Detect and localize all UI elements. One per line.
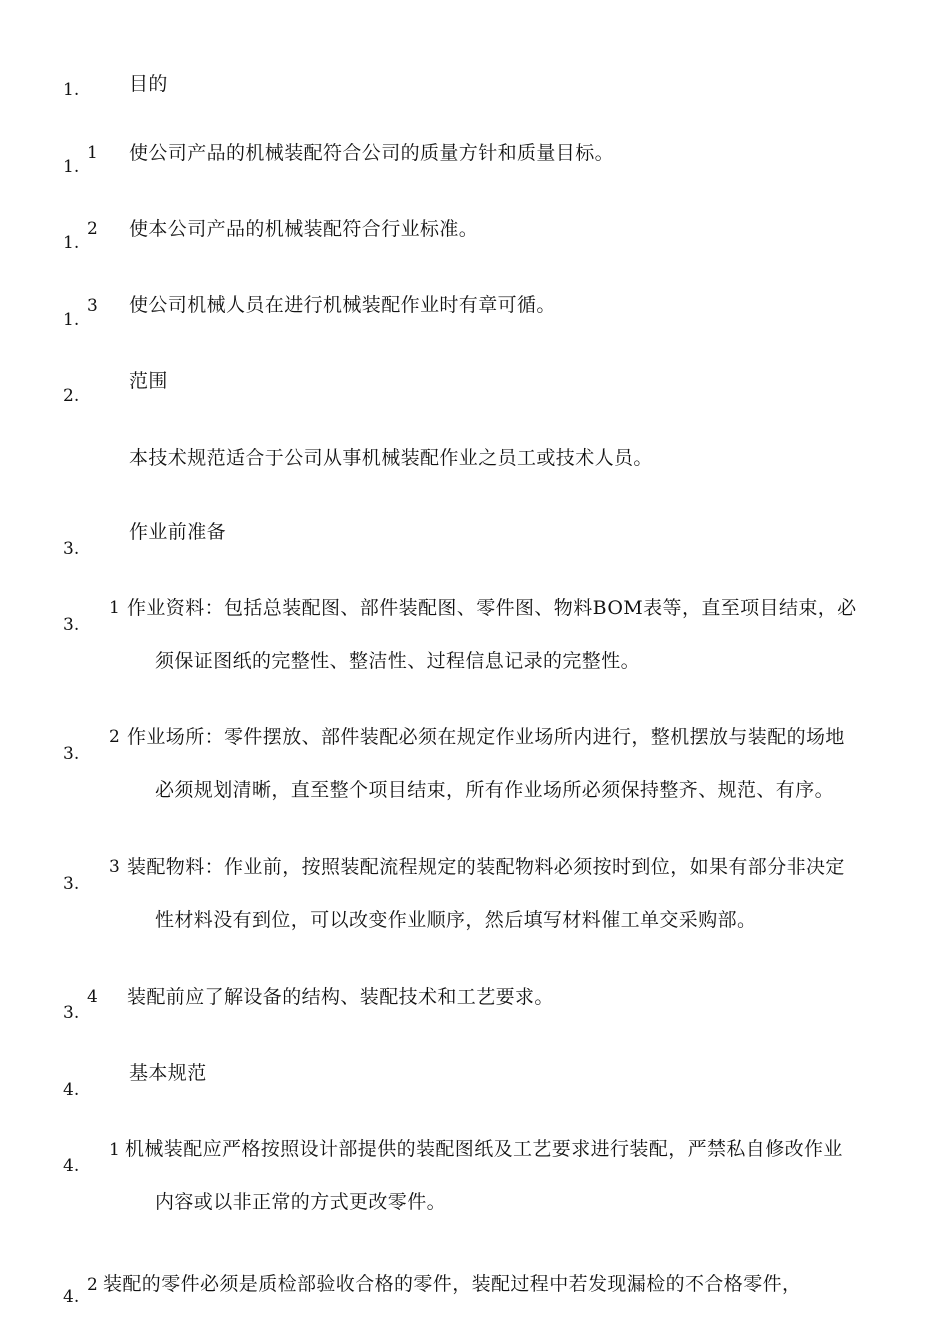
section-number: 4.	[63, 1156, 80, 1176]
section-number: 1.	[63, 310, 80, 330]
section-number: 4.	[63, 1287, 80, 1307]
subsection-number: 3	[109, 857, 120, 877]
subsection-number: 2	[87, 219, 98, 239]
paragraph: 作业场所：零件摆放、部件装配必须在规定作业场所内进行，整机摆放与装配的场地	[127, 726, 845, 748]
section-number: 3.	[63, 539, 80, 559]
paragraph-continuation: 内容或以非正常的方式更改零件。	[155, 1191, 447, 1213]
paragraph: 使本公司产品的机械装配符合行业标准。	[129, 218, 479, 240]
section-heading: 基本规范	[129, 1062, 207, 1084]
section-number: 1.	[63, 80, 80, 100]
subsection-number: 1	[87, 143, 98, 163]
subsection-number: 1	[109, 1140, 120, 1160]
section-number: 3.	[63, 615, 80, 635]
paragraph: 装配的零件必须是质检部验收合格的零件，装配过程中若发现漏检的不合格零件，	[103, 1273, 802, 1295]
section-number: 1.	[63, 233, 80, 253]
paragraph-continuation: 必须规划清晰，直至整个项目结束，所有作业场所必须保持整齐、规范、有序。	[155, 779, 835, 801]
section-number: 2.	[63, 386, 80, 406]
paragraph: 使公司产品的机械装配符合公司的质量方针和质量目标。	[129, 142, 615, 164]
paragraph: 装配物料：作业前，按照装配流程规定的装配物料必须按时到位，如果有部分非决定	[127, 856, 845, 878]
paragraph: 使公司机械人员在进行机械装配作业时有章可循。	[129, 294, 556, 316]
paragraph: 作业资料：包括总装配图、部件装配图、零件图、物料BOM表等，直至项目结束，必	[127, 597, 857, 619]
subsection-number: 3	[87, 296, 98, 316]
section-heading: 范围	[129, 370, 168, 392]
paragraph-continuation: 性材料没有到位，可以改变作业顺序，然后填写材料催工单交采购部。	[155, 909, 757, 931]
section-number: 3.	[63, 1003, 80, 1023]
subsection-number: 2	[87, 1275, 98, 1295]
section-number: 3.	[63, 874, 80, 894]
subsection-number: 2	[109, 727, 120, 747]
section-number: 3.	[63, 744, 80, 764]
paragraph: 机械装配应严格按照设计部提供的装配图纸及工艺要求进行装配，严禁私自修改作业	[125, 1138, 843, 1160]
subsection-number: 4	[87, 987, 98, 1007]
paragraph-continuation: 须保证图纸的完整性、整洁性、过程信息记录的完整性。	[155, 650, 641, 672]
paragraph: 装配前应了解设备的结构、装配技术和工艺要求。	[127, 986, 554, 1008]
section-number: 4.	[63, 1080, 80, 1100]
section-heading: 作业前准备	[129, 521, 227, 543]
subsection-number: 1	[109, 598, 120, 618]
section-number: 1.	[63, 157, 80, 177]
paragraph: 本技术规范适合于公司从事机械装配作业之员工或技术人员。	[129, 447, 653, 469]
section-heading: 目的	[129, 73, 168, 95]
